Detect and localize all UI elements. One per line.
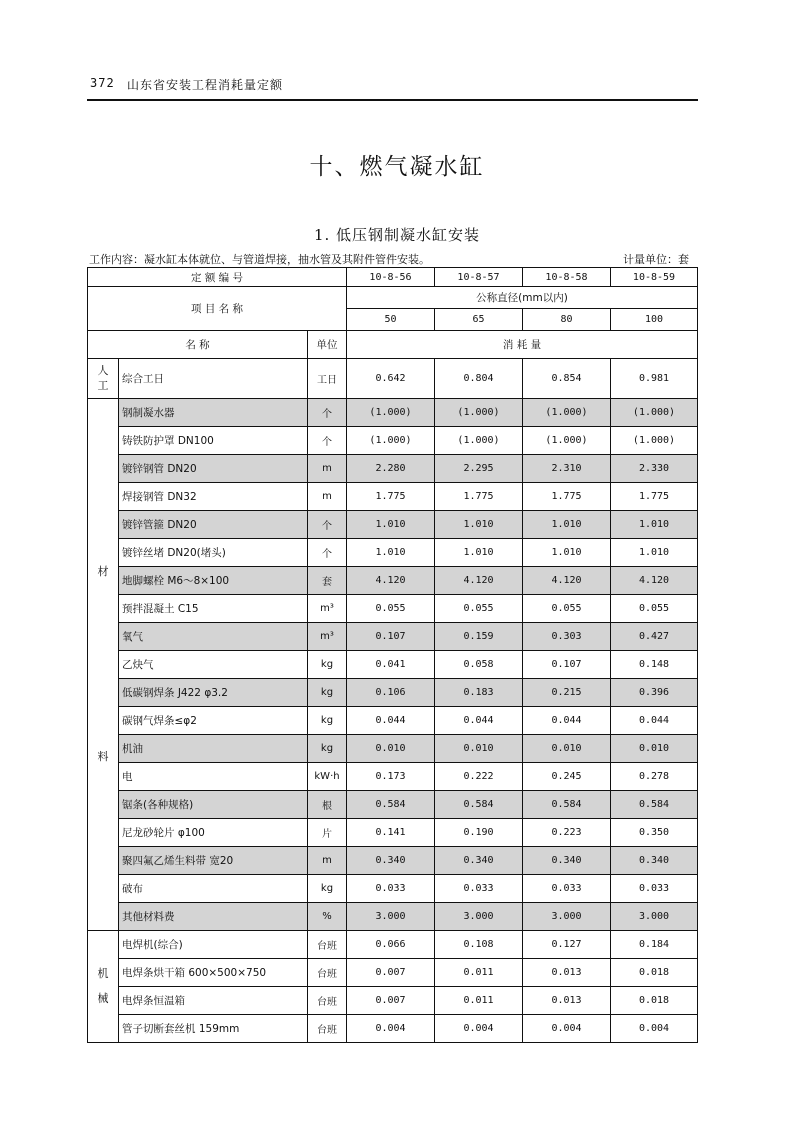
resource-name: 管子切断套丝机 159mm xyxy=(119,1015,308,1043)
consumption-value: 0.010 xyxy=(435,735,523,763)
consumption-value: 0.004 xyxy=(435,1015,523,1043)
consumption-value: 1.010 xyxy=(611,511,698,539)
consumption-value: 0.007 xyxy=(347,987,435,1015)
consumption-value: 0.041 xyxy=(347,651,435,679)
resource-unit: 个 xyxy=(308,511,347,539)
consumption-value: 0.033 xyxy=(435,875,523,903)
consumption-value: 0.173 xyxy=(347,763,435,791)
resource-name: 镀锌钢管 DN20 xyxy=(119,455,308,483)
quota-code: 10-8-56 xyxy=(347,268,435,287)
consumption-value: 0.010 xyxy=(523,735,611,763)
table-row xyxy=(88,651,698,679)
resource-name: 电焊条恒温箱 xyxy=(119,987,308,1015)
resource-unit: kg xyxy=(308,651,347,679)
table-row xyxy=(88,819,698,847)
resource-name: 尼龙砂轮片 φ100 xyxy=(119,819,308,847)
table-row xyxy=(88,735,698,763)
table-row xyxy=(88,359,698,399)
page-number: 372 xyxy=(90,76,115,90)
table-row xyxy=(88,707,698,735)
consumption-value: 0.215 xyxy=(523,679,611,707)
resource-unit: m³ xyxy=(308,595,347,623)
consumption-value: 0.044 xyxy=(523,707,611,735)
consumption-value: 0.044 xyxy=(611,707,698,735)
consumption-value: 0.148 xyxy=(611,651,698,679)
category-cell xyxy=(88,359,119,399)
consumption-value: 4.120 xyxy=(347,567,435,595)
table-row xyxy=(88,399,698,427)
header-rule xyxy=(87,99,698,101)
consumption-value: 0.106 xyxy=(347,679,435,707)
unit-header: 单位 xyxy=(308,331,347,359)
consumption-value: 2.280 xyxy=(347,455,435,483)
table-row xyxy=(88,483,698,511)
consumption-value: 0.044 xyxy=(347,707,435,735)
table-row xyxy=(88,791,698,819)
consumption-value: 0.018 xyxy=(611,959,698,987)
consumption-value: 0.058 xyxy=(435,651,523,679)
resource-name: 其他材料费 xyxy=(119,903,308,931)
consumption-value: 0.804 xyxy=(435,359,523,399)
resource-unit: 个 xyxy=(308,427,347,455)
resource-unit: 台班 xyxy=(308,1015,347,1043)
consumption-value: 0.107 xyxy=(347,623,435,651)
quota-code-row xyxy=(88,268,698,287)
consumption-value: 0.013 xyxy=(523,987,611,1015)
page-header xyxy=(87,74,698,100)
consumption-value: 0.141 xyxy=(347,819,435,847)
resource-unit: % xyxy=(308,903,347,931)
diameter-value: 80 xyxy=(523,309,611,331)
consumption-value: 3.000 xyxy=(523,903,611,931)
chapter-title: 十、燃气凝水缸 xyxy=(309,154,485,180)
consumption-value: (1.000) xyxy=(611,399,698,427)
book-title: 山东省安装工程消耗量定额 xyxy=(127,78,284,92)
category-char: 械 xyxy=(97,991,109,1005)
consumption-value: 0.013 xyxy=(523,959,611,987)
resource-unit: 片 xyxy=(308,819,347,847)
resource-unit: 台班 xyxy=(308,987,347,1015)
consumption-value: (1.000) xyxy=(523,399,611,427)
consumption-value: 0.223 xyxy=(523,819,611,847)
consumption-value: 0.004 xyxy=(347,1015,435,1043)
consumption-value: (1.000) xyxy=(347,427,435,455)
consumption-value: 2.310 xyxy=(523,455,611,483)
consumption-value: 4.120 xyxy=(611,567,698,595)
consumption-value: 1.010 xyxy=(523,511,611,539)
consumption-value: (1.000) xyxy=(347,399,435,427)
section-title: 1. 低压钢制凝水缸安装 xyxy=(313,226,481,244)
quota-code: 10-8-58 xyxy=(523,268,611,287)
resource-unit: 根 xyxy=(308,791,347,819)
consumption-value: 0.007 xyxy=(347,959,435,987)
resource-unit: 个 xyxy=(308,539,347,567)
consumption-value: 0.584 xyxy=(611,791,698,819)
consumption-value: 1.010 xyxy=(611,539,698,567)
resource-name: 钢制凝水器 xyxy=(119,399,308,427)
category-char: 工 xyxy=(97,378,109,392)
consumption-value: 0.044 xyxy=(435,707,523,735)
consumption-value: 3.000 xyxy=(611,903,698,931)
consumption-value: 0.303 xyxy=(523,623,611,651)
consumption-value: 0.350 xyxy=(611,819,698,847)
quota-code: 10-8-59 xyxy=(611,268,698,287)
category-char: 机 xyxy=(97,967,109,981)
category-char: 材 xyxy=(97,565,109,579)
consumption-value: 0.340 xyxy=(523,847,611,875)
table-row xyxy=(88,875,698,903)
consumption-value: 0.127 xyxy=(523,931,611,959)
consumption-value: 0.642 xyxy=(347,359,435,399)
table-row xyxy=(88,455,698,483)
resource-name: 焊接钢管 DN32 xyxy=(119,483,308,511)
resource-name: 铸铁防护罩 DN100 xyxy=(119,427,308,455)
consumption-value: 0.011 xyxy=(435,959,523,987)
quota-table xyxy=(87,267,698,1043)
consumption-value: 0.184 xyxy=(611,931,698,959)
diameter-label: 公称直径(mm以内) xyxy=(347,287,698,309)
resource-unit: kW·h xyxy=(308,763,347,791)
resource-unit: m xyxy=(308,847,347,875)
consumption-value: 0.340 xyxy=(611,847,698,875)
resource-name: 低碳钢焊条 J422 φ3.2 xyxy=(119,679,308,707)
diameter-label-row xyxy=(88,287,698,309)
resource-name: 锯条(各种规格) xyxy=(119,791,308,819)
diameter-value: 100 xyxy=(611,309,698,331)
quota-code: 10-8-57 xyxy=(435,268,523,287)
consumption-value: 1.775 xyxy=(611,483,698,511)
consumption-value: 4.120 xyxy=(523,567,611,595)
consumption-value: 4.120 xyxy=(435,567,523,595)
consumption-value: 0.108 xyxy=(435,931,523,959)
consumption-value: 0.055 xyxy=(611,595,698,623)
consumption-value: 0.033 xyxy=(347,875,435,903)
consumption-value: 0.107 xyxy=(523,651,611,679)
resource-name: 镀锌丝堵 DN20(堵头) xyxy=(119,539,308,567)
resource-unit: kg xyxy=(308,707,347,735)
category-cell xyxy=(88,931,119,1043)
resource-name: 电 xyxy=(119,763,308,791)
consumption-value: 0.004 xyxy=(523,1015,611,1043)
consumption-value: 0.854 xyxy=(523,359,611,399)
consumption-value: 0.245 xyxy=(523,763,611,791)
consumption-value: 0.033 xyxy=(523,875,611,903)
consumption-value: 1.775 xyxy=(347,483,435,511)
resource-unit: 工日 xyxy=(308,359,347,399)
consumption-value: 0.340 xyxy=(435,847,523,875)
consumption-value: 0.222 xyxy=(435,763,523,791)
consumption-value: 0.340 xyxy=(347,847,435,875)
table-row xyxy=(88,595,698,623)
consumption-value: 0.190 xyxy=(435,819,523,847)
resource-name: 地脚螺栓 M6～8×100 xyxy=(119,567,308,595)
consumption-value: 0.055 xyxy=(435,595,523,623)
table-row xyxy=(88,931,698,959)
resource-name: 综合工日 xyxy=(119,359,308,399)
table-row xyxy=(88,539,698,567)
resource-unit: 个 xyxy=(308,399,347,427)
consumption-value: 0.584 xyxy=(523,791,611,819)
consumption-value: 0.584 xyxy=(435,791,523,819)
work-content: 工作内容：凝水缸本体就位、与管道焊接，抽水管及其附件管件安装。 xyxy=(89,253,430,266)
consumption-value: 1.010 xyxy=(523,539,611,567)
name-header: 名 称 xyxy=(88,331,308,359)
resource-name: 电焊条烘干箱 600×500×750 xyxy=(119,959,308,987)
resource-unit: 台班 xyxy=(308,931,347,959)
consumption-value: (1.000) xyxy=(435,399,523,427)
table-row xyxy=(88,959,698,987)
consumption-value: 1.010 xyxy=(435,511,523,539)
resource-name: 氧气 xyxy=(119,623,308,651)
resource-name: 乙炔气 xyxy=(119,651,308,679)
resource-unit: m xyxy=(308,483,347,511)
resource-unit: 套 xyxy=(308,567,347,595)
diameter-value: 50 xyxy=(347,309,435,331)
consumption-value: 0.055 xyxy=(523,595,611,623)
consumption-value: 0.584 xyxy=(347,791,435,819)
consumption-value: 0.183 xyxy=(435,679,523,707)
consumption-value: 0.427 xyxy=(611,623,698,651)
consumption-value: 0.004 xyxy=(611,1015,698,1043)
measure-unit: 计量单位：套 xyxy=(623,253,689,266)
consumption-value: 2.330 xyxy=(611,455,698,483)
resource-unit: kg xyxy=(308,875,347,903)
diameter-value: 65 xyxy=(435,309,523,331)
quota-no-label: 定 额 编 号 xyxy=(88,268,347,287)
table-row xyxy=(88,427,698,455)
resource-unit: kg xyxy=(308,679,347,707)
resource-unit: 台班 xyxy=(308,959,347,987)
table-row xyxy=(88,623,698,651)
consumption-header: 消 耗 量 xyxy=(347,331,698,359)
consumption-value: 0.066 xyxy=(347,931,435,959)
consumption-value: (1.000) xyxy=(523,427,611,455)
consumption-value: 0.055 xyxy=(347,595,435,623)
resource-name: 聚四氟乙烯生料带 宽20 xyxy=(119,847,308,875)
consumption-value: (1.000) xyxy=(611,427,698,455)
table-row xyxy=(88,903,698,931)
table-row xyxy=(88,987,698,1015)
category-cell xyxy=(88,399,119,931)
category-char: 料 xyxy=(97,749,109,763)
consumption-value: 1.010 xyxy=(347,539,435,567)
consumption-value: 0.396 xyxy=(611,679,698,707)
table-row xyxy=(88,847,698,875)
item-label: 项 目 名 称 xyxy=(88,287,347,331)
resource-unit: m xyxy=(308,455,347,483)
work-content-line xyxy=(89,251,697,267)
resource-unit: kg xyxy=(308,735,347,763)
consumption-value: 1.010 xyxy=(435,539,523,567)
table-row xyxy=(88,1015,698,1043)
resource-name: 镀锌管箍 DN20 xyxy=(119,511,308,539)
consumption-value: 3.000 xyxy=(347,903,435,931)
consumption-value: 0.018 xyxy=(611,987,698,1015)
category-char: 人 xyxy=(97,364,109,378)
consumption-value: 0.278 xyxy=(611,763,698,791)
consumption-value: 1.775 xyxy=(523,483,611,511)
consumption-value: 1.010 xyxy=(347,511,435,539)
consumption-value: 0.033 xyxy=(611,875,698,903)
consumption-value: 0.010 xyxy=(347,735,435,763)
column-header-row xyxy=(88,331,698,359)
table-row xyxy=(88,511,698,539)
consumption-value: 0.981 xyxy=(611,359,698,399)
consumption-value: 1.775 xyxy=(435,483,523,511)
resource-name: 电焊机(综合) xyxy=(119,931,308,959)
consumption-value: 2.295 xyxy=(435,455,523,483)
resource-name: 碳钢气焊条≤φ2 xyxy=(119,707,308,735)
consumption-value: 0.159 xyxy=(435,623,523,651)
resource-unit: m³ xyxy=(308,623,347,651)
table-row xyxy=(88,763,698,791)
resource-name: 破布 xyxy=(119,875,308,903)
consumption-value: (1.000) xyxy=(435,427,523,455)
table-row xyxy=(88,567,698,595)
resource-name: 机油 xyxy=(119,735,308,763)
resource-name: 预拌混凝土 C15 xyxy=(119,595,308,623)
consumption-value: 3.000 xyxy=(435,903,523,931)
consumption-value: 0.011 xyxy=(435,987,523,1015)
consumption-value: 0.010 xyxy=(611,735,698,763)
table-row xyxy=(88,679,698,707)
